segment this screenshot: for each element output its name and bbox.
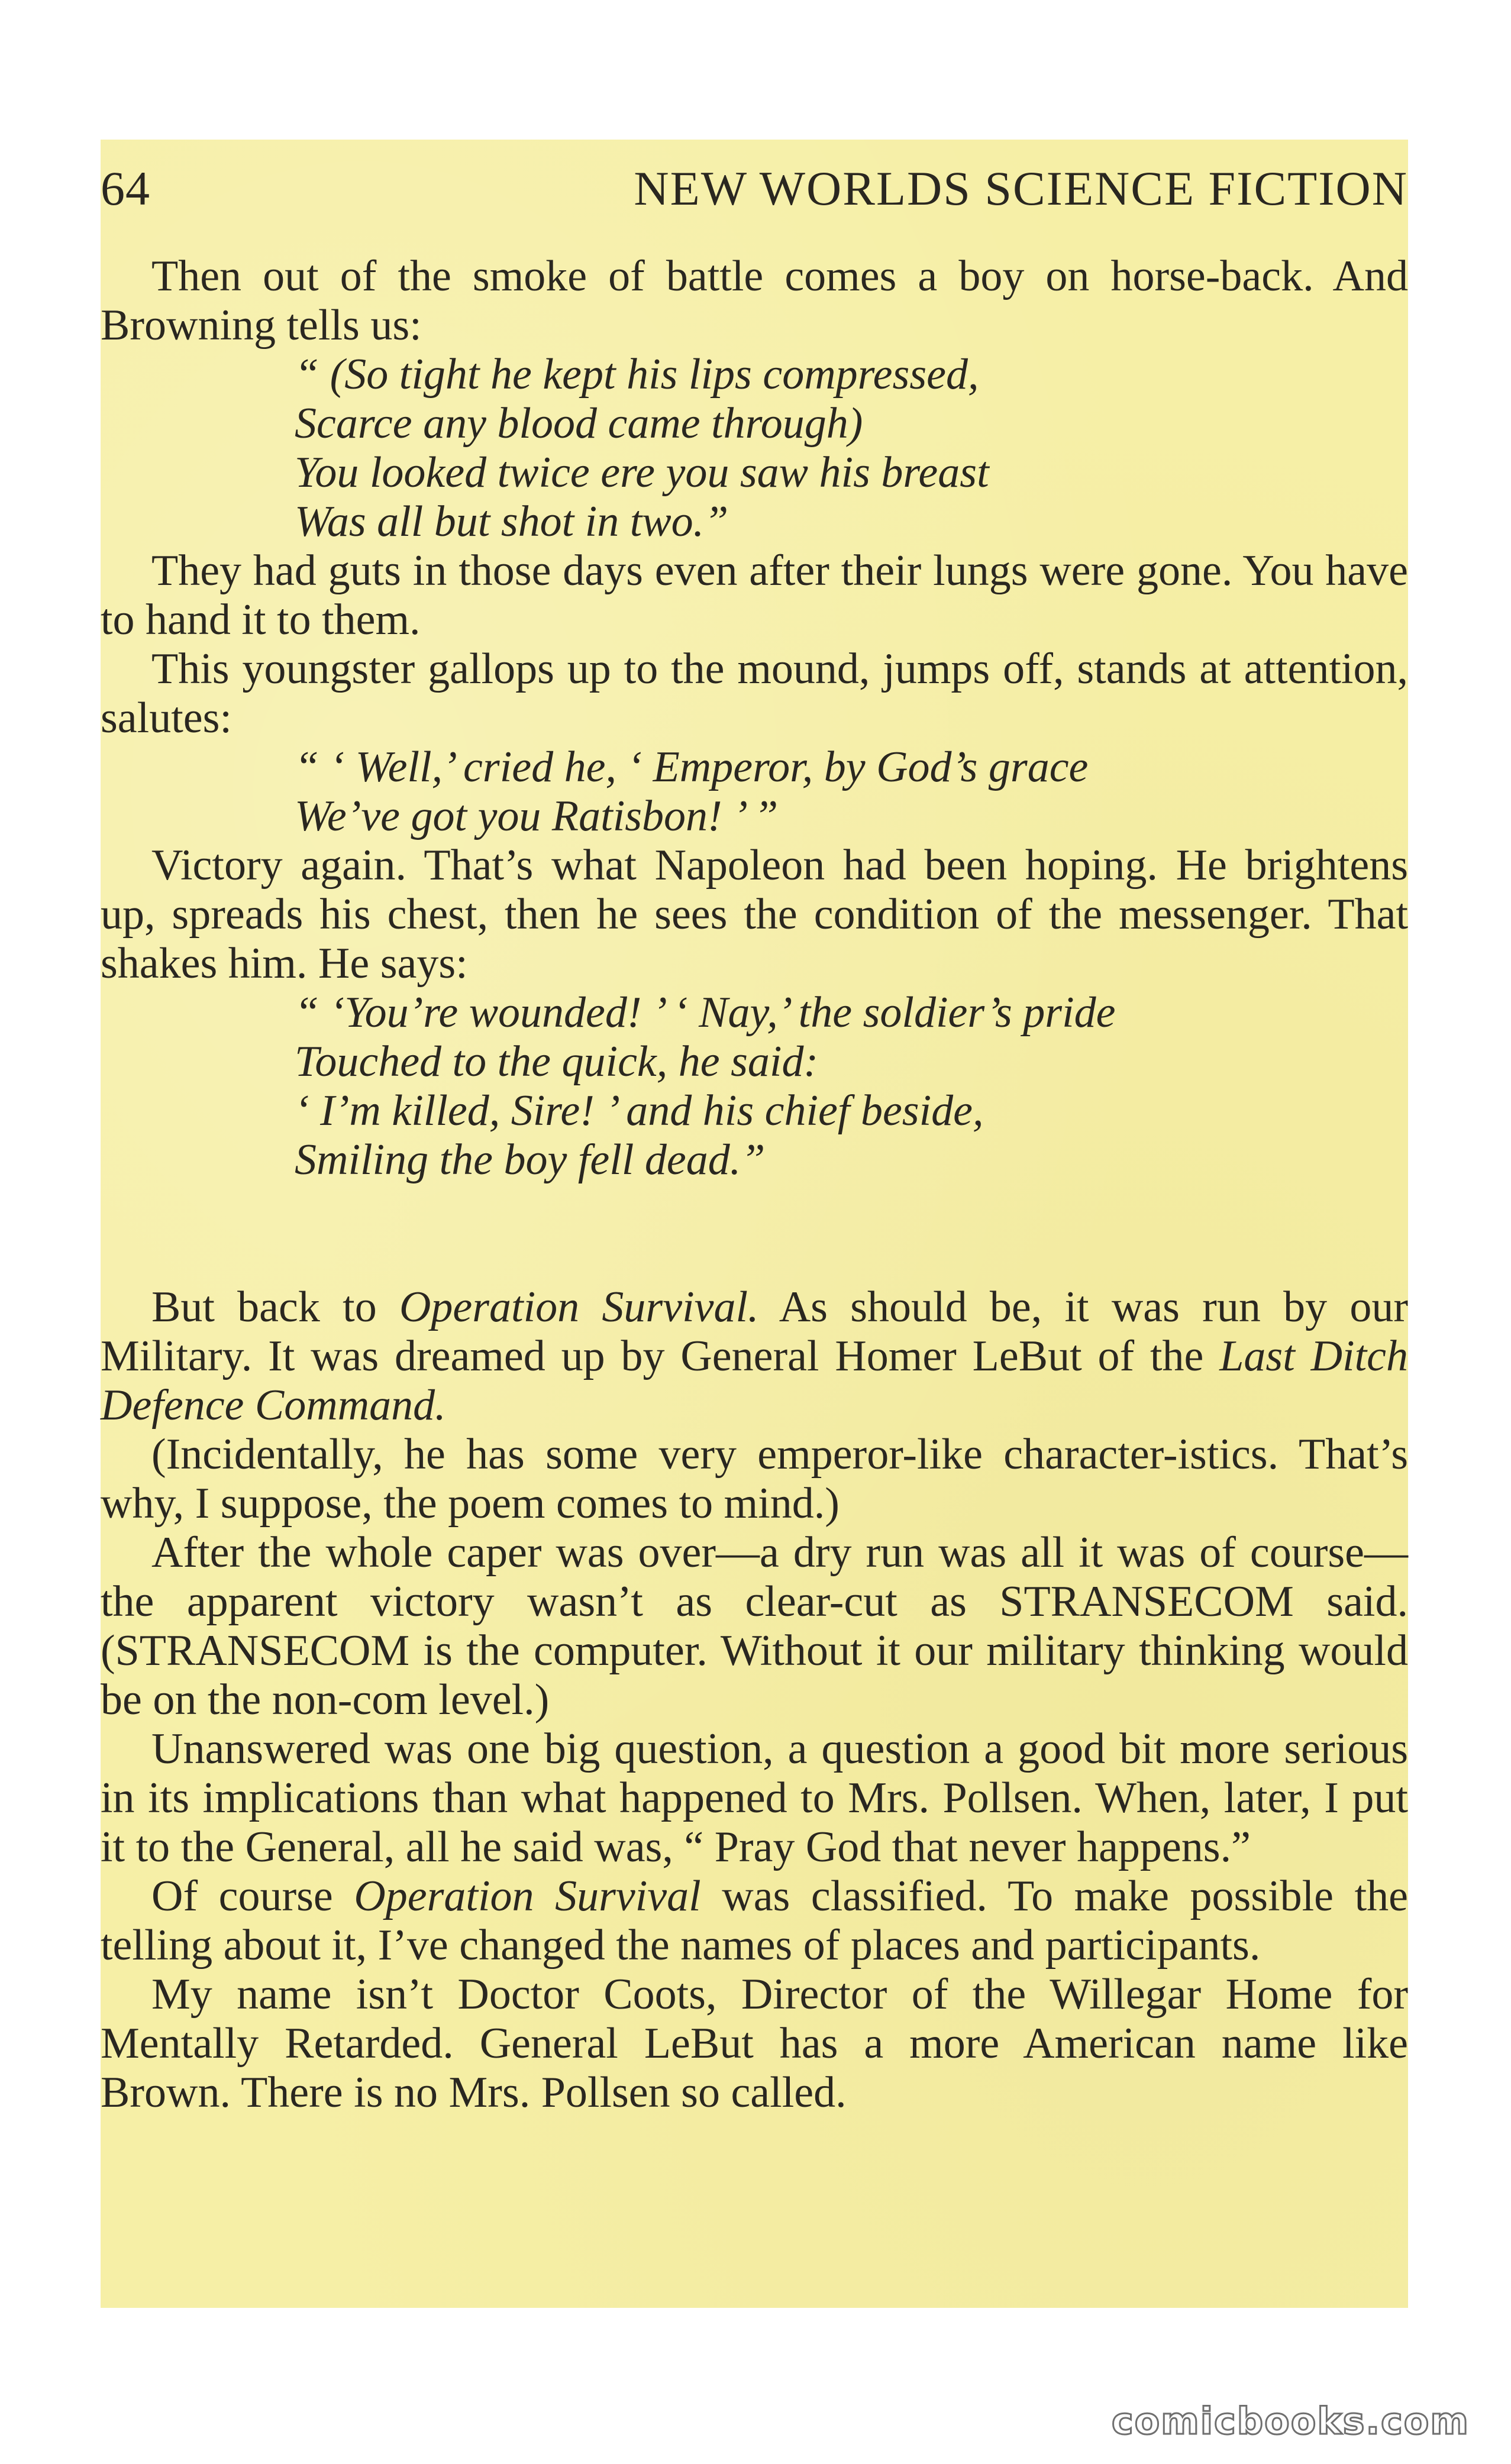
page-number: 64 [101, 161, 150, 215]
italic-title: Operation Survival. [399, 1283, 759, 1331]
verse-line: “ (So tight he kept his lips compressed, [295, 350, 979, 399]
paragraph: Victory again. That’s what Napoleon had been hoping. He brightens up, spreads his chest, then he sees the condition of the messenger. That shakes him. He says: [101, 841, 1408, 988]
paragraph: After the whole caper was over—a dry run was all it was of course—the apparent victory wasn’t as clear-cut as STRANSECOM said. (STRANSECOM is the computer. Without it our military thinking would be on the non-com level.) [101, 1528, 1408, 1724]
verse-line: Smiling the boy fell dead.” [295, 1136, 766, 1184]
paragraph: This youngster gallops up to the mound, jumps off, stands at attention, salutes: [101, 645, 1408, 742]
paragraph [101, 1872, 1408, 1970]
verse-quote [101, 350, 1408, 547]
verse-line: Was all but shot in two.” [295, 497, 729, 546]
section-break [101, 1185, 1408, 1283]
verse-line: ‘ I’m killed, Sire! ’ and his chief beside, [295, 1087, 984, 1135]
text-run: But back to [151, 1283, 399, 1331]
verse-quote [101, 743, 1408, 841]
paragraph: My name isn’t Doctor Coots, Director of the Willegar Home for Mentally Retarded. General LeBut has a more American name like Brown. There is no Mrs. Pollsen so called. [101, 1970, 1408, 2117]
site-watermark: comicbooks.com [1111, 2400, 1470, 2443]
italic-title: Operation Survival [354, 1872, 701, 1920]
verse-quote [101, 988, 1408, 1185]
text-run: was classified. To make possible the telling about it, I’ve changed the names of places and participants. [101, 1872, 1408, 1970]
text-run: As should be, it was run by our Military. It was dreamed up by General Homer LeBut of the [101, 1283, 1408, 1380]
paragraph: (Incidentally, he has some very emperor-like character-istics. That’s why, I suppose, the poem comes to mind.) [101, 1430, 1408, 1528]
verse-line: Scarce any blood came through) [295, 399, 863, 448]
running-title: NEW WORLDS SCIENCE FICTION [634, 161, 1408, 215]
paragraph: Unanswered was one big question, a question a good bit more serious in its implications than what happened to Mrs. Pollsen. When, later, I put it to the General, all he said was, “ Pray God that never happens.” [101, 1725, 1408, 1871]
paragraph: They had guts in those days even after their lungs were gone. You have to hand it to them. [101, 547, 1408, 644]
verse-line: “ ‘You’re wounded! ’ ‘ Nay,’ the soldier’s pride [295, 988, 1116, 1037]
verse-line: “ ‘ Well,’ cried he, ‘ Emperor, by God’s grace [295, 743, 1089, 791]
book-page [101, 140, 1408, 2308]
text-run: Of course [151, 1872, 354, 1920]
paragraph [101, 1283, 1408, 1430]
verse-line: We’ve got you Ratisbon! ’ ” [295, 792, 779, 840]
paragraph: Then out of the smoke of battle comes a boy on horse-back. And Browning tells us: [101, 252, 1408, 350]
italic-title: Last Ditch Defence Command. [101, 1332, 1408, 1430]
page-header [101, 156, 1408, 221]
verse-line: You looked twice ere you saw his breast [295, 448, 989, 497]
verse-line: Touched to the quick, he said: [295, 1037, 819, 1086]
story-text [101, 252, 1408, 2117]
